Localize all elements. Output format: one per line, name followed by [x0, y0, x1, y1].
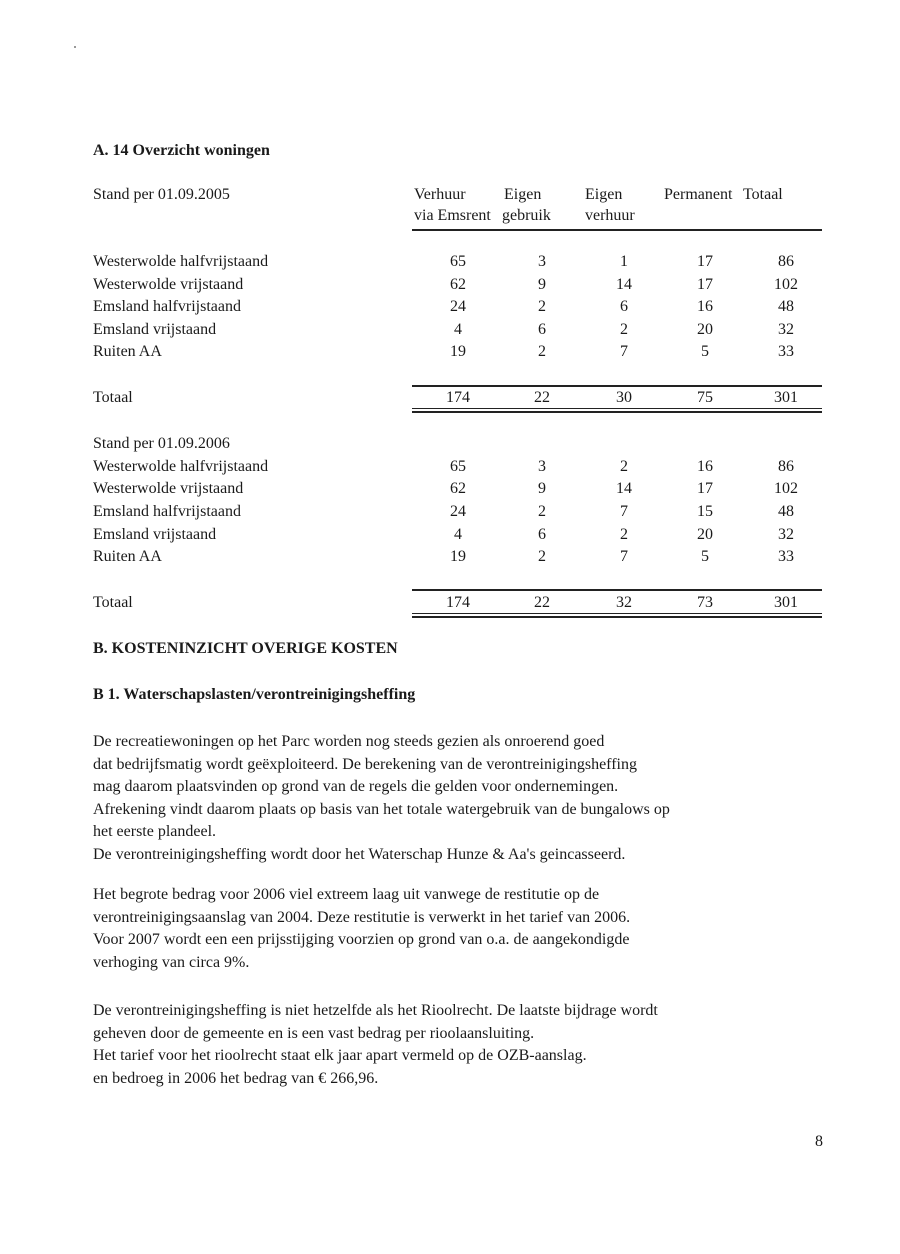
- paragraph-2: [93, 884, 793, 974]
- header-verhuur-line1: Verhuur: [414, 186, 466, 203]
- cell: 6: [538, 321, 546, 338]
- header-eigen-gebruik-line1: Eigen: [504, 186, 542, 203]
- cell: 33: [778, 548, 794, 565]
- cell: 2: [538, 343, 546, 360]
- cell: 86: [778, 458, 794, 475]
- total-double-rule-2: [412, 616, 822, 618]
- cell: 7: [620, 548, 628, 565]
- cell: 3: [538, 253, 546, 270]
- cell: 2: [620, 458, 628, 475]
- paragraph-line: Het begrote bedrag voor 2006 viel extreem laag uit vanwege de restitutie op de: [93, 886, 600, 903]
- cell: 62: [450, 276, 466, 293]
- cell: 17: [697, 253, 713, 270]
- paragraph-line: geheven door de gemeente en is een vast bedrag per rioolaansluiting.: [93, 1024, 535, 1042]
- total-cell: 174: [446, 389, 470, 406]
- cell: 20: [697, 321, 713, 338]
- section-label-2006: Stand per 01.09.2006: [93, 435, 230, 452]
- paragraph-line: en bedroeg in 2006 het bedrag van € 266,96.: [93, 1069, 379, 1087]
- paragraph-line: De recreatiewoningen op het Parc worden nog steeds gezien als onroerend goed: [93, 733, 605, 750]
- cell: 2: [538, 503, 546, 520]
- paragraph-1: [93, 731, 793, 866]
- row-name: Emsland halfvrijstaand: [93, 503, 241, 520]
- cell: 62: [450, 480, 466, 497]
- header-eigen-verhuur-line1: Eigen: [585, 186, 623, 203]
- cell: 24: [450, 503, 466, 520]
- row-name: Westerwolde vrijstaand: [93, 480, 244, 497]
- paragraph-line: dat bedrijfsmatig wordt geëxploiteerd. De berekening van de verontreinigingsheffing: [93, 755, 637, 773]
- header-permanent: Permanent: [664, 186, 733, 203]
- cell: 3: [538, 458, 546, 475]
- cell: 65: [450, 458, 466, 475]
- total-label: Totaal: [93, 389, 133, 406]
- cell: 19: [450, 343, 466, 360]
- total-double-rule-1: [412, 408, 822, 409]
- paragraph-line: mag daarom plaatsvinden op grond van de regels die gelden voor ondernemingen.: [93, 778, 619, 795]
- cell: 32: [778, 321, 794, 338]
- paragraph-line: verontreinigingsaanslag van 2004. Deze restitutie is verwerkt in het tarief van 2006.: [93, 908, 631, 926]
- total-cell: 301: [774, 594, 798, 611]
- paragraph-line: De verontreinigingsheffing is niet hetzelfde als het Rioolrecht. De laatste bijdrage wordt: [93, 1002, 658, 1019]
- cell: 65: [450, 253, 466, 270]
- cell: 20: [697, 526, 713, 543]
- paragraph-line: verhoging van circa 9%.: [93, 953, 250, 971]
- section-b1-subheading: B 1. Waterschapslasten/verontreinigingsheffing: [93, 686, 416, 703]
- row-name: Westerwolde halfvrijstaand: [93, 253, 269, 270]
- total-label: Totaal: [93, 594, 133, 611]
- cell: 48: [778, 503, 794, 520]
- cell: 32: [778, 526, 794, 543]
- cell: 9: [538, 480, 546, 497]
- cell: 102: [774, 276, 798, 293]
- total-cell: 30: [616, 389, 632, 406]
- cell: 9: [538, 276, 546, 293]
- total-cell: 174: [446, 594, 470, 611]
- cell: 2: [620, 321, 628, 338]
- header-verhuur-line2: via Emsrent: [414, 207, 491, 224]
- total-cell: 22: [534, 389, 550, 406]
- cell: 5: [701, 548, 709, 565]
- cell: 24: [450, 298, 466, 315]
- total-cell: 32: [616, 594, 632, 611]
- paragraph-3: [93, 1000, 793, 1090]
- cell: 102: [774, 480, 798, 497]
- cell: 7: [620, 503, 628, 520]
- cell: 17: [697, 480, 713, 497]
- total-top-rule: [412, 385, 822, 387]
- header-eigen-gebruik-line2: gebruik: [502, 207, 551, 224]
- cell: 17: [697, 276, 713, 293]
- cell: 16: [697, 458, 713, 475]
- cell: 86: [778, 253, 794, 270]
- row-name: Ruiten AA: [93, 548, 162, 565]
- row-name: Emsland halfvrijstaand: [93, 298, 241, 315]
- cell: 33: [778, 343, 794, 360]
- total-cell: 22: [534, 594, 550, 611]
- cell: 2: [538, 548, 546, 565]
- row-name: Westerwolde halfvrijstaand: [93, 458, 269, 475]
- section-title: A. 14 Overzicht woningen: [93, 142, 270, 159]
- paragraph-line: De verontreinigingsheffing wordt door het Waterschap Hunze & Aa's geincasseerd.: [93, 845, 626, 863]
- cell: 15: [697, 503, 713, 520]
- total-double-rule-1: [412, 613, 822, 614]
- cell: 14: [616, 276, 632, 293]
- total-double-rule-2: [412, 411, 822, 413]
- scan-speck: [74, 46, 76, 48]
- cell: 19: [450, 548, 466, 565]
- total-cell: 301: [774, 389, 798, 406]
- paragraph-line: Het tarief voor het rioolrecht staat elk jaar apart vermeld op de OZB-aanslag.: [93, 1047, 587, 1064]
- cell: 2: [620, 526, 628, 543]
- section-b-heading: B. KOSTENINZICHT OVERIGE KOSTEN: [93, 640, 398, 657]
- cell: 2: [538, 298, 546, 315]
- paragraph-line: Voor 2007 wordt een een prijsstijging voorzien op grond van o.a. de aangekondigde: [93, 931, 630, 948]
- total-cell: 75: [697, 389, 713, 406]
- cell: 1: [620, 253, 628, 270]
- cell: 14: [616, 480, 632, 497]
- header-rule: [412, 229, 822, 231]
- total-top-rule: [412, 589, 822, 591]
- row-name: Emsland vrijstaand: [93, 526, 217, 543]
- section-label-2005: Stand per 01.09.2005: [93, 186, 230, 203]
- cell: 6: [538, 526, 546, 543]
- header-totaal: Totaal: [743, 186, 783, 203]
- cell: 7: [620, 343, 628, 360]
- header-eigen-verhuur-line2: verhuur: [585, 207, 635, 224]
- page-number: 8: [815, 1133, 823, 1150]
- row-name: Emsland vrijstaand: [93, 321, 217, 338]
- cell: 5: [701, 343, 709, 360]
- cell: 16: [697, 298, 713, 315]
- paragraph-line: het eerste plandeel.: [93, 823, 217, 840]
- cell: 6: [620, 298, 628, 315]
- row-name: Ruiten AA: [93, 343, 162, 360]
- cell: 4: [454, 526, 462, 543]
- paragraph-line: Afrekening vindt daarom plaats op basis van het totale watergebruik van de bungalows op: [93, 800, 670, 818]
- cell: 4: [454, 321, 462, 338]
- total-cell: 73: [697, 594, 713, 611]
- cell: 48: [778, 298, 794, 315]
- row-name: Westerwolde vrijstaand: [93, 276, 244, 293]
